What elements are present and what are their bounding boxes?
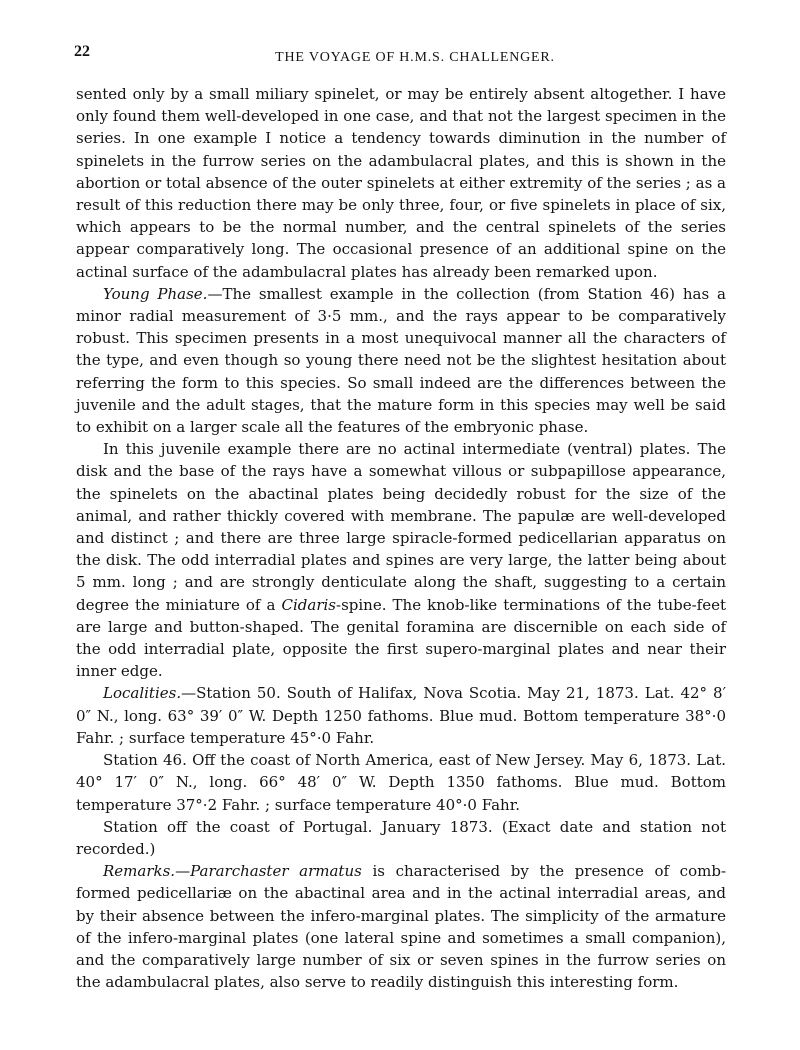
page-number: 22 bbox=[74, 43, 90, 60]
paragraph-juvenile bbox=[76, 438, 726, 682]
paragraph-young-phase bbox=[76, 283, 726, 438]
running-title: THE VOYAGE OF H.M.S. CHALLENGER. bbox=[275, 50, 555, 65]
young-phase-text: —The smallest example in the collection (from Station 46) has a minor radial measurement of 3·5 mm., and the rays appear to be comparatively robust. This specimen presents in a most unequivocal manner all the characters of the type, and even though so young there need not be the slightest hesitation about referring the form to this species. So small indeed are the differences between the juvenile and the adult stages, that the mature form in this species may well be said to exhibit on a larger scale all the features of the embryonic phase. bbox=[76, 284, 726, 437]
remarks-dash: — bbox=[175, 862, 191, 881]
young-phase-heading: Young Phase. bbox=[103, 284, 208, 303]
localities-text: —Station 50. South of Halifax, Nova Scotia. May 21, 1873. Lat. 42° 8′ 0″ N., long. 63° 39′ 0″ W. Depth 1250 fathoms. Blue mud. Bottom temperature 38°·0 Fahr. ; surface temperature 45°·0 Fahr. bbox=[76, 684, 726, 747]
juvenile-text-1: In this juvenile example there are no actinal intermediate (ventral) plates. The disk and the base of the rays have a somewhat villous or subpapillose appearance, the spinelets on the abactinal plates being decidedly robust for the size of the animal, and rather thickly covered with membrane. The papulæ are well-developed and distinct ; and there are three large spiracle-formed pedicellarian apparatus on the disk. The odd interradial plates and spines are very large, the latter being about 5 mm. long ; and are strongly denticulate along the shaft, suggesting to a certain degree the miniature of a bbox=[76, 440, 726, 614]
paragraph-remarks bbox=[76, 860, 726, 993]
paragraph-station-46: Station 46. Off the coast of North America, east of New Jersey. May 6, 1873. Lat. 40° 17′ 0″ N., long. 66° 48′ 0″ W. Depth 1350 fathoms. Blue mud. Bottom temperature 37°·2 Fahr. ; surface temperature 40°·0 Fahr. bbox=[76, 751, 726, 814]
paragraph-portugal: Station off the coast of Portugal. January 1873. (Exact date and station not recorded.) bbox=[76, 817, 726, 858]
species-name: Pararchaster armatus bbox=[190, 862, 362, 881]
body-text bbox=[76, 83, 726, 993]
remarks-text: is characterised by the presence of comb-formed pedicellariæ on the abactinal area and in the actinal interradial areas, and by their absence between the infero-marginal plates. The simplicity of the armature of the infero-marginal plates (one lateral spine and sometimes a small companion), and the comparatively large number of six or seven spines in the furrow series on the adambulacral plates, also serve to readily distinguish this interesting form. bbox=[76, 862, 727, 992]
localities-heading: Localities. bbox=[103, 684, 182, 703]
juvenile-text-2: -spine. The knob-like terminations of the tube-feet are large and button-shaped. The genital foramina are discernible on each side of the odd interradial plate, opposite the first supero-marginal plates and near their inner edge. bbox=[76, 595, 726, 681]
remarks-heading: Remarks. bbox=[103, 862, 176, 881]
cidaris-genus: Cidaris bbox=[281, 595, 337, 614]
paragraph-1: sented only by a small miliary spinelet, or may be entirely absent altogether. I have only found them well-developed in one case, and that not the largest specimen in the series. In one example I notice a tendency towards diminution in the number of spinelets in the furrow series on the adambulacral plates, and this is shown in the abortion or total absence of the outer spinelets at either extremity of the series ; as a result of this reduction there may be only three, four, or five spinelets in place of six, which appears to be the normal number, and the central spinelets of the series appear comparatively long. The occasional presence of an additional spine on the actinal surface of the adambulacral plates has already been remarked upon. bbox=[76, 85, 726, 281]
paragraph-localities bbox=[76, 682, 726, 749]
